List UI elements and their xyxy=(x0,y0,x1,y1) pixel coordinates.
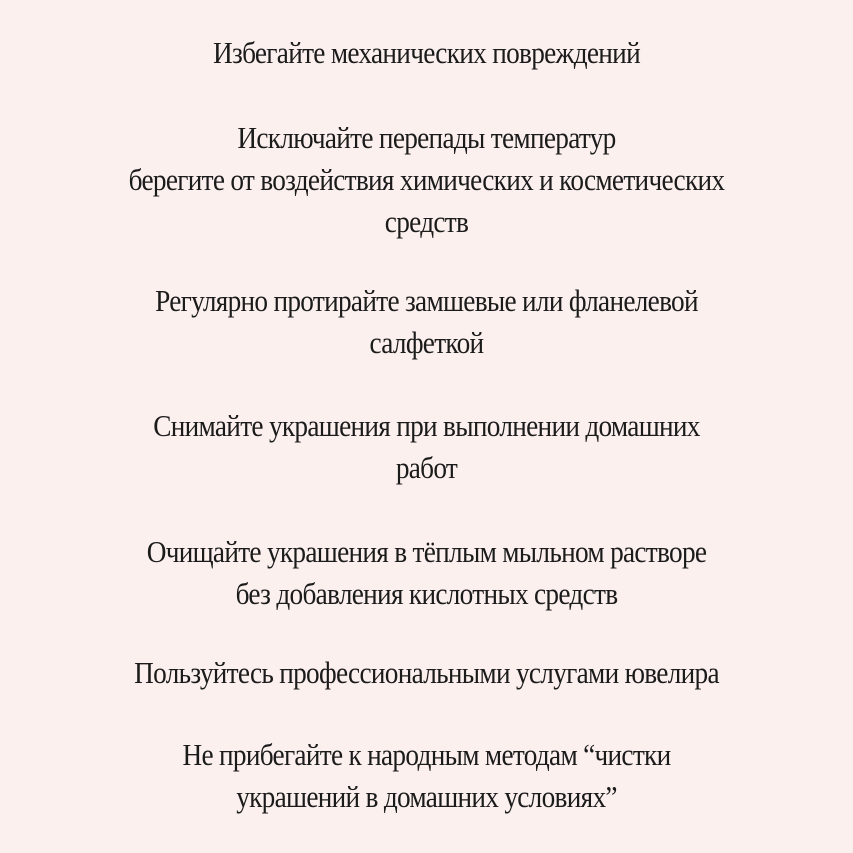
tip-wipe-with-cloth xyxy=(0,280,853,364)
tip-line: Не прибегайте к народным методам “чистки xyxy=(182,737,671,772)
tip-line: Регулярно протирайте замшевые или фланелевой xyxy=(155,283,698,318)
tip-avoid-folk-methods xyxy=(0,734,853,818)
tip-line: Исключайте перепады температур xyxy=(237,120,616,155)
tip-clean-in-soapy-water xyxy=(0,531,853,615)
tip-avoid-temperature-and-chemicals xyxy=(0,117,853,243)
tip-remove-during-housework xyxy=(0,405,853,489)
tip-line: Пользуйтесь профессиональными услугами ювелира xyxy=(134,655,719,690)
tip-use-jeweler-services xyxy=(0,652,853,694)
tip-line: салфеткой xyxy=(369,325,484,360)
tip-line: без добавления кислотных средств xyxy=(235,576,618,611)
tip-line: берегите от воздействия химических и косметических xyxy=(128,162,725,197)
tip-line: средств xyxy=(384,204,469,239)
tip-line: Избегайте механических повреждений xyxy=(213,35,640,70)
tip-line: Очищайте украшения в тёплым мыльном растворе xyxy=(146,534,707,569)
tip-line: украшений в домашних условиях” xyxy=(236,779,617,814)
tip-avoid-mechanical-damage xyxy=(0,32,853,74)
tip-line: работ xyxy=(395,450,458,485)
tip-line: Снимайте украшения при выполнении домашних xyxy=(153,408,700,443)
